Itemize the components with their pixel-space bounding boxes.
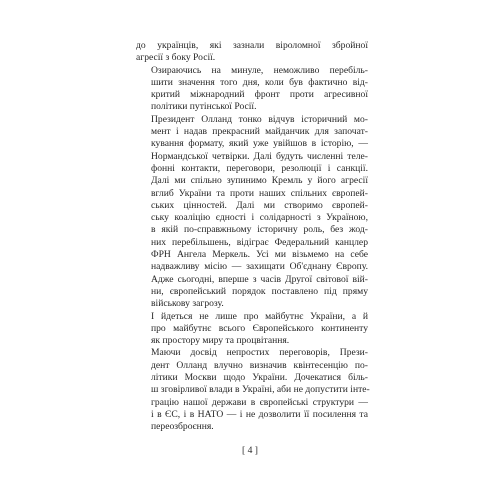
text-line: кування формату, який уже увійшов в історію, —: [151, 138, 368, 150]
text-line: переозброєння.: [151, 421, 214, 433]
text-line: і в ЄС, і в НАТО — і не дозволити її посилення та: [151, 408, 368, 420]
text-line: Маючи досвід непростих переговорів, Прези-: [151, 347, 368, 359]
text-line: ФРН Ангела Меркель. Усі ми візьмемо на себе: [151, 249, 368, 261]
text-line: до українців, які зазнали віроломної збройної: [136, 40, 368, 51]
text-line: грацію нашої держави в європейські структури —: [151, 396, 368, 408]
text-line: мент і надав прекрасний майданчик для започат-: [151, 126, 368, 138]
text-line: вглиб України та проти наших спільних європей-: [151, 187, 368, 199]
text-line: Озираючись на минуле, неможливо перебіль-: [151, 64, 368, 76]
text-line: ш зговірливої влади в Україні, аби не допустити інте-: [151, 384, 370, 396]
text-line: ських цінностей. Далі ми створимо європей-: [151, 199, 368, 211]
paragraph: [136, 347, 368, 433]
body-text: [136, 40, 368, 434]
text-line: дент Олланд влучно визначив квінтесенцію по-: [151, 359, 368, 371]
text-line: агресії з боку Росії.: [136, 52, 216, 64]
text-line: літики Москви щодо України. Дочекатися біль-: [151, 372, 368, 384]
paragraph: [136, 311, 368, 348]
text-line: політики путінської Росії.: [151, 101, 257, 113]
text-line: ську коаліцію єдності і солідарності з Україною,: [151, 212, 368, 224]
text-line: Адже сьогодні, вперше з часів Другої світової вій-: [151, 273, 368, 285]
text-line: військову загрозу.: [151, 298, 224, 310]
text-line: Президент Олланд тонко відчув історичний мо-: [151, 113, 368, 125]
text-line: ни, європейський порядок поставлено під пряму: [151, 285, 368, 297]
text-line: про майбутнє всього Європейського континенту: [151, 322, 368, 334]
text-line: Нормандської четвірки. Далі будуть численні теле-: [151, 150, 368, 162]
text-line: них перебільшень, відіграє Федеральний канцлер: [151, 236, 368, 248]
text-line: фонні контакти, переговори, резолюції і санкції.: [151, 162, 368, 174]
page-number: [ 4 ]: [242, 445, 258, 456]
text-line: надважливу місію — захищати Об'єднану Європу.: [151, 261, 368, 273]
text-line: в якій по-справжньому історичну роль, без жод-: [151, 224, 368, 236]
text-line: критий міжнародний фронт проти агресивної: [151, 89, 368, 101]
paragraph: [136, 40, 368, 65]
paragraph: [136, 114, 368, 311]
text-line: Далі ми спільно зупинимо Кремль у його агресії: [151, 175, 368, 187]
text-line: шити значення того дня, коли був фактично від-: [151, 76, 368, 88]
paragraph: [136, 65, 368, 114]
text-line: І йдеться не лише про майбутнє України, а й: [151, 310, 368, 322]
text-line: як простору миру та процвітання.: [151, 335, 290, 347]
